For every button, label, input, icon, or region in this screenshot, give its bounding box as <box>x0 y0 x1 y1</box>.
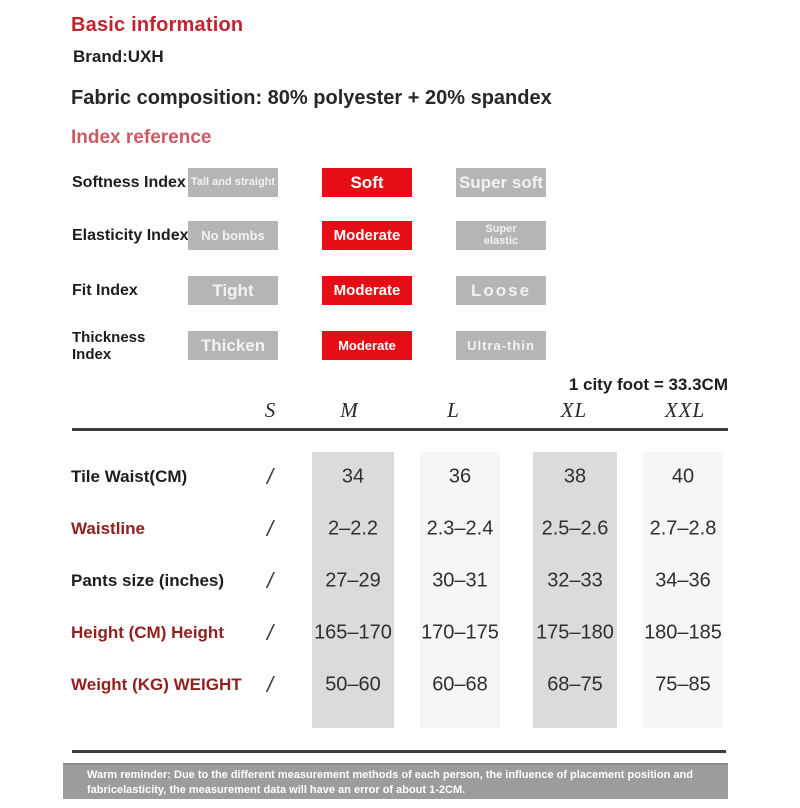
fit-option-tight[interactable]: Tight <box>188 276 278 305</box>
size-column-header-xl: XL <box>560 398 588 422</box>
cell-height-m: 165–170 <box>314 621 392 644</box>
thickness-option-thicken[interactable]: Thicken <box>188 331 278 360</box>
cell-height-s: / <box>266 620 274 645</box>
softness-option-soft-selected[interactable]: Soft <box>322 168 412 197</box>
size-column-header-xxl: XXL <box>664 398 706 422</box>
softness-index-label: Softness Index <box>72 173 186 191</box>
cell-waistline-l: 2.3–2.4 <box>426 517 494 540</box>
softness-option-super-soft[interactable]: Super soft <box>456 168 546 197</box>
thickness-index-label: Thickness Index <box>72 328 146 363</box>
brand-line: Brand:UXH <box>73 47 164 66</box>
table-row-pants-size <box>0 554 800 608</box>
row-label-waistline: Waistline <box>71 519 145 538</box>
cell-tile-waist-xl: 38 <box>563 465 587 488</box>
thickness-index-row <box>0 328 800 363</box>
cell-tile-waist-l: 36 <box>448 465 472 488</box>
fit-option-loose[interactable]: Loose <box>456 276 546 305</box>
elasticity-option-super-elastic[interactable]: Super elastic <box>456 221 546 250</box>
table-bottom-rule <box>72 750 726 753</box>
cell-pants-size-l: 30–31 <box>432 569 488 592</box>
cell-waistline-s: / <box>266 516 274 541</box>
softness-index-row <box>0 168 800 198</box>
cell-weight-xxl: 75–85 <box>655 673 711 696</box>
elasticity-option-moderate-selected[interactable]: Moderate <box>322 221 412 250</box>
size-column-header-m: M <box>340 398 358 422</box>
fabric-composition-line: Fabric composition: 80% polyester + 20% spandex <box>71 87 552 109</box>
thickness-option-moderate-selected[interactable]: Moderate <box>322 331 412 360</box>
cell-weight-l: 60–68 <box>432 673 488 696</box>
cell-pants-size-xxl: 34–36 <box>655 569 711 592</box>
cell-pants-size-s: / <box>266 568 274 593</box>
cell-tile-waist-s: / <box>266 464 274 489</box>
elasticity-index-row <box>0 221 800 251</box>
cell-height-xxl: 180–185 <box>644 621 722 644</box>
table-row-weight <box>0 658 800 712</box>
thickness-option-ultra-thin[interactable]: Ultra-thin <box>456 331 546 360</box>
row-label-pants-size: Pants size (inches) <box>71 571 225 590</box>
cell-weight-s: / <box>266 672 274 697</box>
row-label-weight: Weight (KG) WEIGHT <box>71 675 242 694</box>
fit-option-moderate-selected[interactable]: Moderate <box>322 276 412 305</box>
cell-tile-waist-xxl: 40 <box>671 465 695 488</box>
cell-weight-xl: 68–75 <box>547 673 603 696</box>
cell-weight-m: 50–60 <box>325 673 381 696</box>
unit-conversion-note: 1 city foot = 33.3CM <box>568 375 728 394</box>
cell-height-l: 170–175 <box>421 621 499 644</box>
elasticity-option-no-bombs[interactable]: No bombs <box>188 221 278 250</box>
table-row-height <box>0 606 800 660</box>
elasticity-index-label: Elasticity Index <box>72 226 189 244</box>
fit-index-label: Fit Index <box>72 281 138 299</box>
basic-information-title: Basic information <box>71 14 244 36</box>
cell-waistline-xl: 2.5–2.6 <box>541 517 609 540</box>
size-column-header-l: L <box>447 398 459 422</box>
row-label-height: Height (CM) Height <box>71 623 224 642</box>
cell-pants-size-xl: 32–33 <box>547 569 603 592</box>
table-top-rule <box>72 428 728 431</box>
softness-option-tall-and-straight[interactable]: Tall and straight <box>188 168 278 197</box>
fit-index-row <box>0 276 800 306</box>
cell-waistline-xxl: 2.7–2.8 <box>649 517 717 540</box>
table-row-tile-waist <box>0 450 800 504</box>
table-row-waistline <box>0 502 800 556</box>
size-column-header-s: S <box>264 398 276 422</box>
row-label-tile-waist: Tile Waist(CM) <box>71 467 188 486</box>
warm-reminder-bar: Warm reminder: Due to the different measurement methods of each person, the influence of placement position and fabricelasticity, the measurement data will have an error of about 1-2CM. <box>63 763 728 799</box>
cell-tile-waist-m: 34 <box>341 465 365 488</box>
cell-pants-size-m: 27–29 <box>325 569 381 592</box>
index-reference-title: Index reference <box>71 127 212 148</box>
cell-height-xl: 175–180 <box>536 621 614 644</box>
cell-waistline-m: 2–2.2 <box>327 517 379 540</box>
